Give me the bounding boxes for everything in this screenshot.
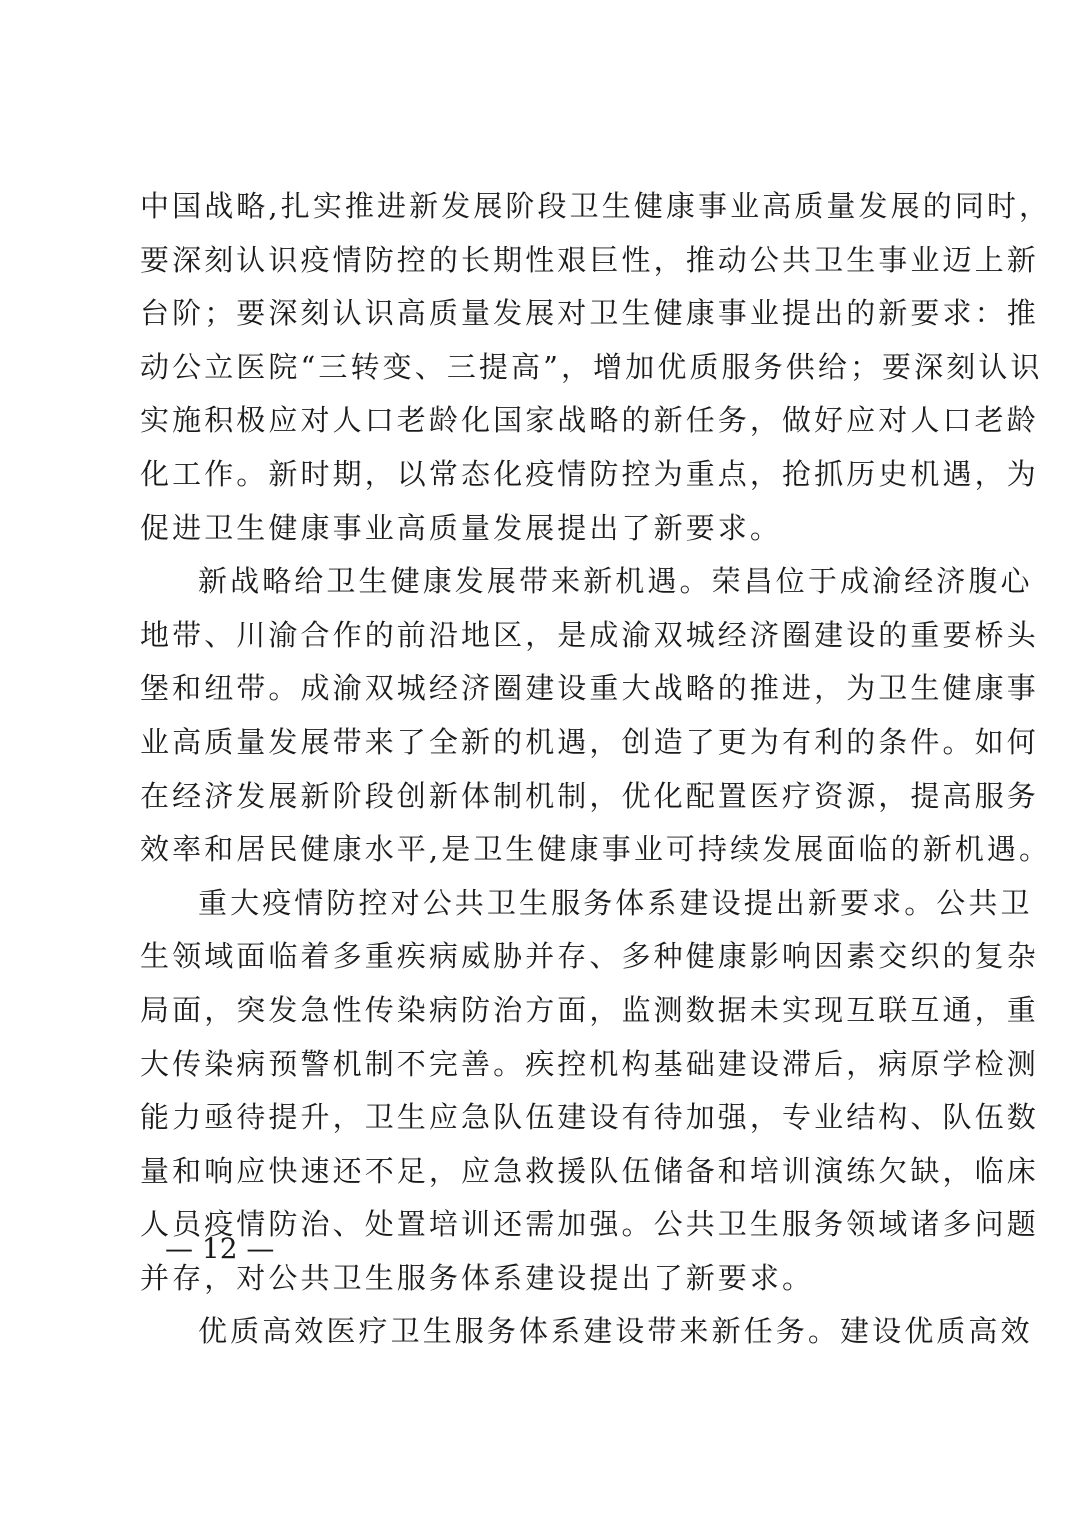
text-line: 动公立医院“三转变、三提高”，增加优质服务供给；要深刻认识 bbox=[140, 349, 1043, 384]
text-line: 化工作。新时期，以常态化疫情防控为重点，抢抓历史机遇，为 bbox=[140, 456, 1039, 491]
text-line: 中国战略,扎实推进新发展阶段卫生健康事业高质量发展的同时， bbox=[140, 189, 1052, 223]
text-line: 促进卫生健康事业高质量发展提出了新要求。 bbox=[140, 510, 783, 545]
text-line: 台阶；要深刻认识高质量发展对卫生健康事业提出的新要求：推 bbox=[140, 296, 1039, 331]
text-line: 实施积极应对人口老龄化国家战略的新任务，做好应对人口老龄 bbox=[140, 403, 1039, 438]
text-line: 量和响应快速还不足，应急救援队伍储备和培训演练欠缺，临床 bbox=[140, 1153, 1039, 1188]
text-line: 要深刻认识疫情防控的长期性艰巨性，推动公共卫生事业迈上新 bbox=[140, 242, 1039, 277]
text-line: 局面，突发急性传染病防治方面，监测数据未实现互联互通，重 bbox=[140, 992, 1039, 1027]
text-line: 在经济发展新阶段创新体制机制，优化配置医疗资源，提高服务 bbox=[140, 778, 1039, 813]
text-line: 并存，对公共卫生服务体系建设提出了新要求。 bbox=[140, 1260, 815, 1295]
text-line: 生领域面临着多重疾病威胁并存、多种健康影响因素交织的复杂 bbox=[140, 939, 1039, 974]
text-line: 大传染病预警机制不完善。疾控机构基础建设滞后，病原学检测 bbox=[140, 1046, 1039, 1081]
paragraph-start-line: 重大疫情防控对公共卫生服务体系建设提出新要求。公共卫 bbox=[198, 885, 1033, 920]
page-number: — 12 — bbox=[165, 1232, 275, 1265]
text-line: 业高质量发展带来了全新的机遇，创造了更为有利的条件。如何 bbox=[140, 724, 1039, 759]
text-line: 人员疫情防治、处置培训还需加强。公共卫生服务领域诸多问题 bbox=[140, 1207, 1039, 1242]
text-line: 地带、川渝合作的前沿地区，是成渝双城经济圈建设的重要桥头 bbox=[140, 617, 1039, 652]
paragraph-start-line: 优质高效医疗卫生服务体系建设带来新任务。建设优质高效 bbox=[198, 1314, 1033, 1349]
paragraph-start-line: 新战略给卫生健康发展带来新机遇。荣昌位于成渝经济腹心 bbox=[198, 564, 1033, 599]
text-line: 能力亟待提升，卫生应急队伍建设有待加强，专业结构、队伍数 bbox=[140, 1100, 1039, 1135]
text-line: 效率和居民健康水平,是卫生健康事业可持续发展面临的新机遇。 bbox=[140, 832, 1052, 867]
text-line: 堡和纽带。成渝双城经济圈建设重大战略的推进，为卫生健康事 bbox=[140, 671, 1039, 706]
body-text bbox=[140, 180, 1052, 1359]
